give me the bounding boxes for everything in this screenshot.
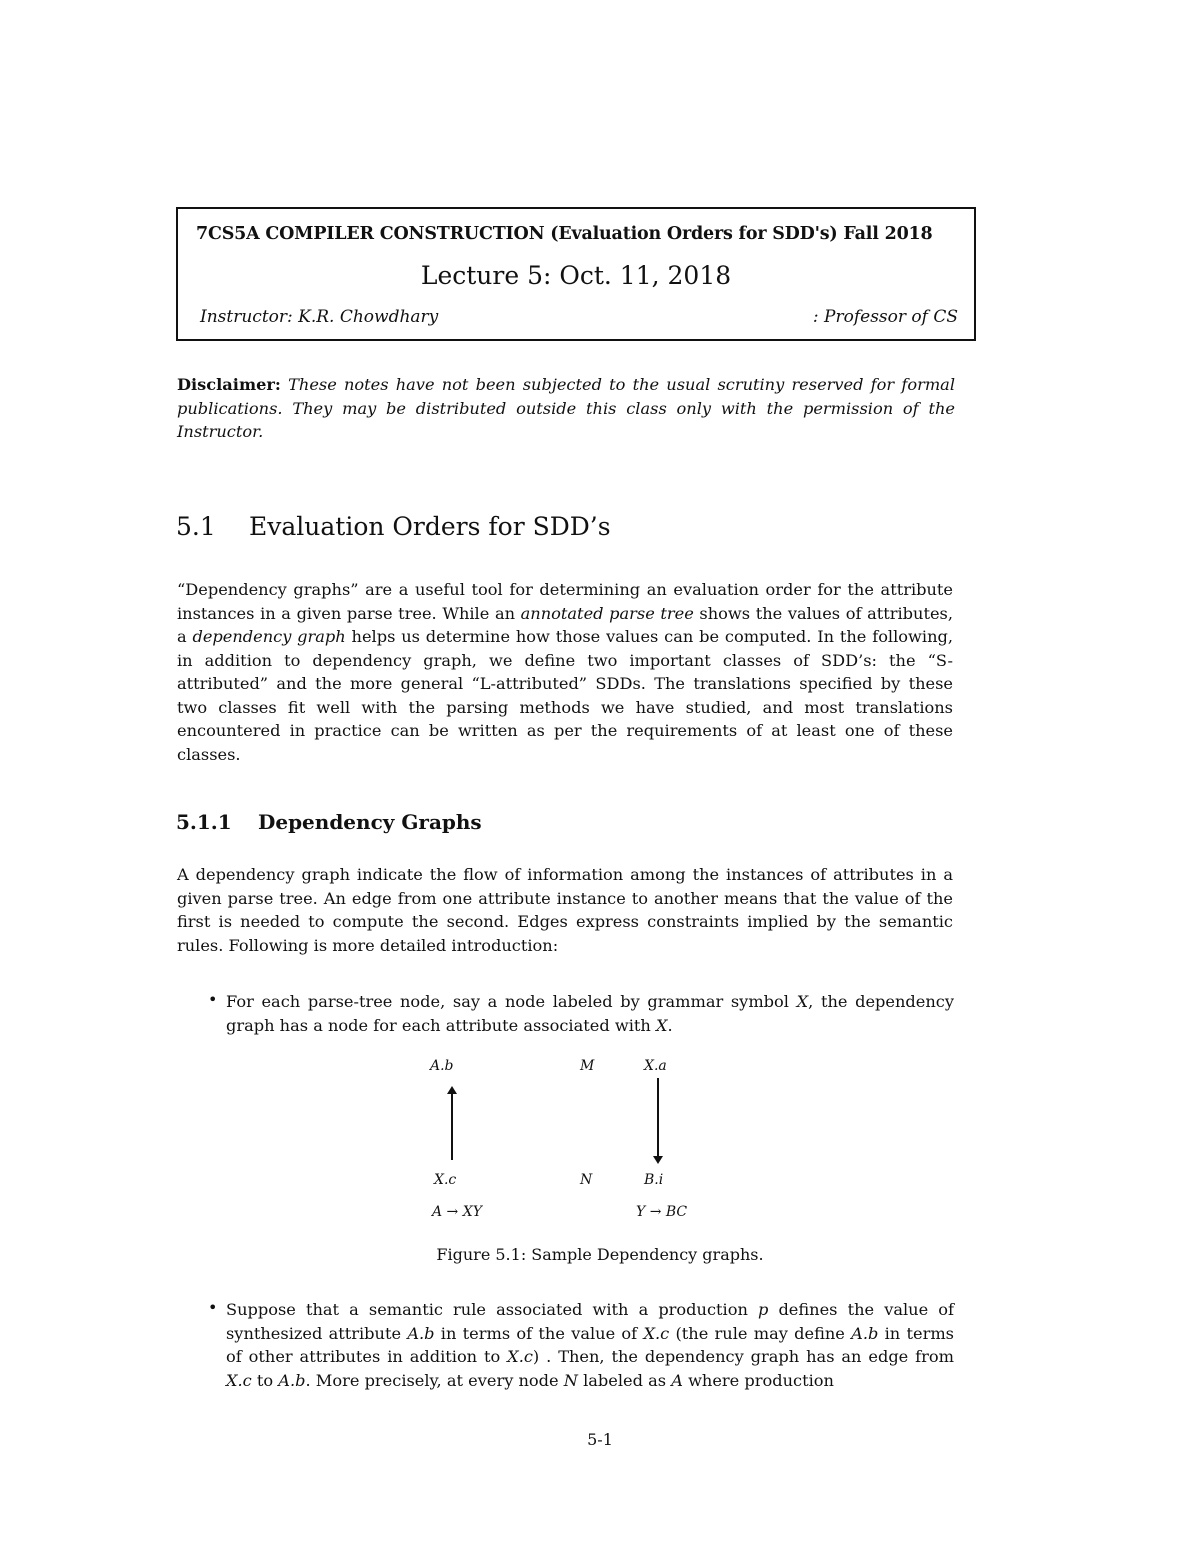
instructor-role: : Professor of CS bbox=[812, 307, 958, 327]
intro-text: helps us determine how those values can be computed. In the following, in addition to dependency graph, we define two important classes of SDD’s: the “S-attributed” and the more general “L-attributed” SDDs. The translations specified by these two classes fit well with the parsing methods we have studied, and most translations encountered in practice can be written as per the requirements of at least one of these classes. bbox=[177, 627, 954, 764]
math-symbol: X bbox=[796, 992, 809, 1011]
disclaimer bbox=[177, 373, 955, 444]
intro-emphasis-dependency-graph: dependency graph bbox=[192, 627, 346, 646]
subsection-intro-paragraph: A dependency graph indicate the flow of information among the instances of attributes in a given parse tree. An edge from one attribute instance to another means that the value of the first is needed to compute the second. Edges express constraints implied by the semantic rules. Following is more detailed introduction: bbox=[177, 865, 953, 955]
bullet-text: defines the value of synthesized attribute bbox=[226, 1300, 955, 1343]
section-heading bbox=[176, 512, 611, 541]
lecture-header-box bbox=[176, 207, 976, 341]
instructor-name: Instructor: K.R. Chowdhary bbox=[200, 307, 439, 327]
node-x-a: X.a bbox=[644, 1058, 667, 1074]
math-symbol: A bbox=[671, 1370, 683, 1390]
bullet-text: to bbox=[251, 1370, 279, 1390]
bullet-text: . bbox=[667, 1015, 673, 1035]
bullet-icon: • bbox=[208, 990, 218, 1009]
bullet-text: . More precisely, at every node bbox=[305, 1370, 564, 1390]
math-symbol: X bbox=[655, 1015, 668, 1035]
bullet-item-2 bbox=[226, 1298, 954, 1392]
node-a-b: A.b bbox=[430, 1058, 454, 1074]
math-symbol: p bbox=[757, 1300, 769, 1319]
math-symbol: X.c bbox=[643, 1323, 670, 1343]
figure-caption: Figure 5.1: Sample Dependency graphs. bbox=[436, 1245, 764, 1264]
section-intro-paragraph bbox=[177, 578, 953, 766]
subsection-number: 5.1.1 bbox=[176, 810, 232, 834]
math-symbol: A.b bbox=[851, 1323, 879, 1343]
bullet-text: , the dependency graph has a node for each attribute associated with bbox=[226, 992, 954, 1035]
intro-text: shows the values of attributes, a bbox=[177, 603, 953, 646]
node-x-c: X.c bbox=[434, 1172, 457, 1188]
page-number: 5-1 bbox=[587, 1430, 613, 1449]
subsection-heading bbox=[176, 810, 482, 834]
bullet-text: ) . Then, the dependency graph has an edge from bbox=[532, 1347, 954, 1366]
bullet-text: labeled as bbox=[577, 1370, 672, 1390]
section-title: Evaluation Orders for SDD’s bbox=[249, 512, 611, 541]
production-y: Y → BC bbox=[636, 1204, 688, 1220]
bullet-text: where production bbox=[682, 1370, 834, 1390]
disclaimer-label: Disclaimer: bbox=[177, 375, 281, 394]
bullet-icon: • bbox=[208, 1298, 218, 1317]
intro-text: “Dependency graphs” are a useful tool for determining an evaluation order for the attribute instances in a given parse tree. While an bbox=[177, 580, 953, 623]
intro-emphasis-annotated-parse-tree: annotated parse tree bbox=[520, 603, 694, 623]
subsection-title: Dependency Graphs bbox=[258, 810, 482, 834]
bullet-text: (the rule may define bbox=[669, 1323, 852, 1343]
math-symbol: X.c bbox=[507, 1347, 533, 1366]
lecture-title: Lecture 5: Oct. 11, 2018 bbox=[420, 261, 732, 290]
bullet-item-1 bbox=[226, 990, 954, 1037]
node-b-i: B.i bbox=[644, 1172, 664, 1188]
node-n: N bbox=[580, 1172, 593, 1188]
math-symbol: A.b bbox=[278, 1370, 306, 1390]
math-symbol: N bbox=[563, 1370, 578, 1390]
disclaimer-text: These notes have not been subjected to the usual scrutiny reserved for formal publications. They may be distributed outside this class only with the permission of the Instructor. bbox=[177, 375, 955, 441]
bullet-text: For each parse-tree node, say a node labeled by grammar symbol bbox=[226, 992, 797, 1011]
production-a: A → XY bbox=[432, 1204, 482, 1220]
bullet-text: Suppose that a semantic rule associated with a production bbox=[226, 1300, 758, 1319]
course-title: 7CS5A COMPILER CONSTRUCTION (Evaluation Orders for SDD's) Fall 2018 bbox=[196, 224, 933, 244]
section-number: 5.1 bbox=[176, 512, 216, 541]
bullet-text: in terms of the value of bbox=[434, 1323, 644, 1343]
math-symbol: X.c bbox=[226, 1370, 252, 1390]
math-symbol: A.b bbox=[407, 1323, 435, 1343]
node-m: M bbox=[580, 1058, 595, 1074]
bullet-text: in terms of other attributes in addition to bbox=[226, 1323, 954, 1366]
